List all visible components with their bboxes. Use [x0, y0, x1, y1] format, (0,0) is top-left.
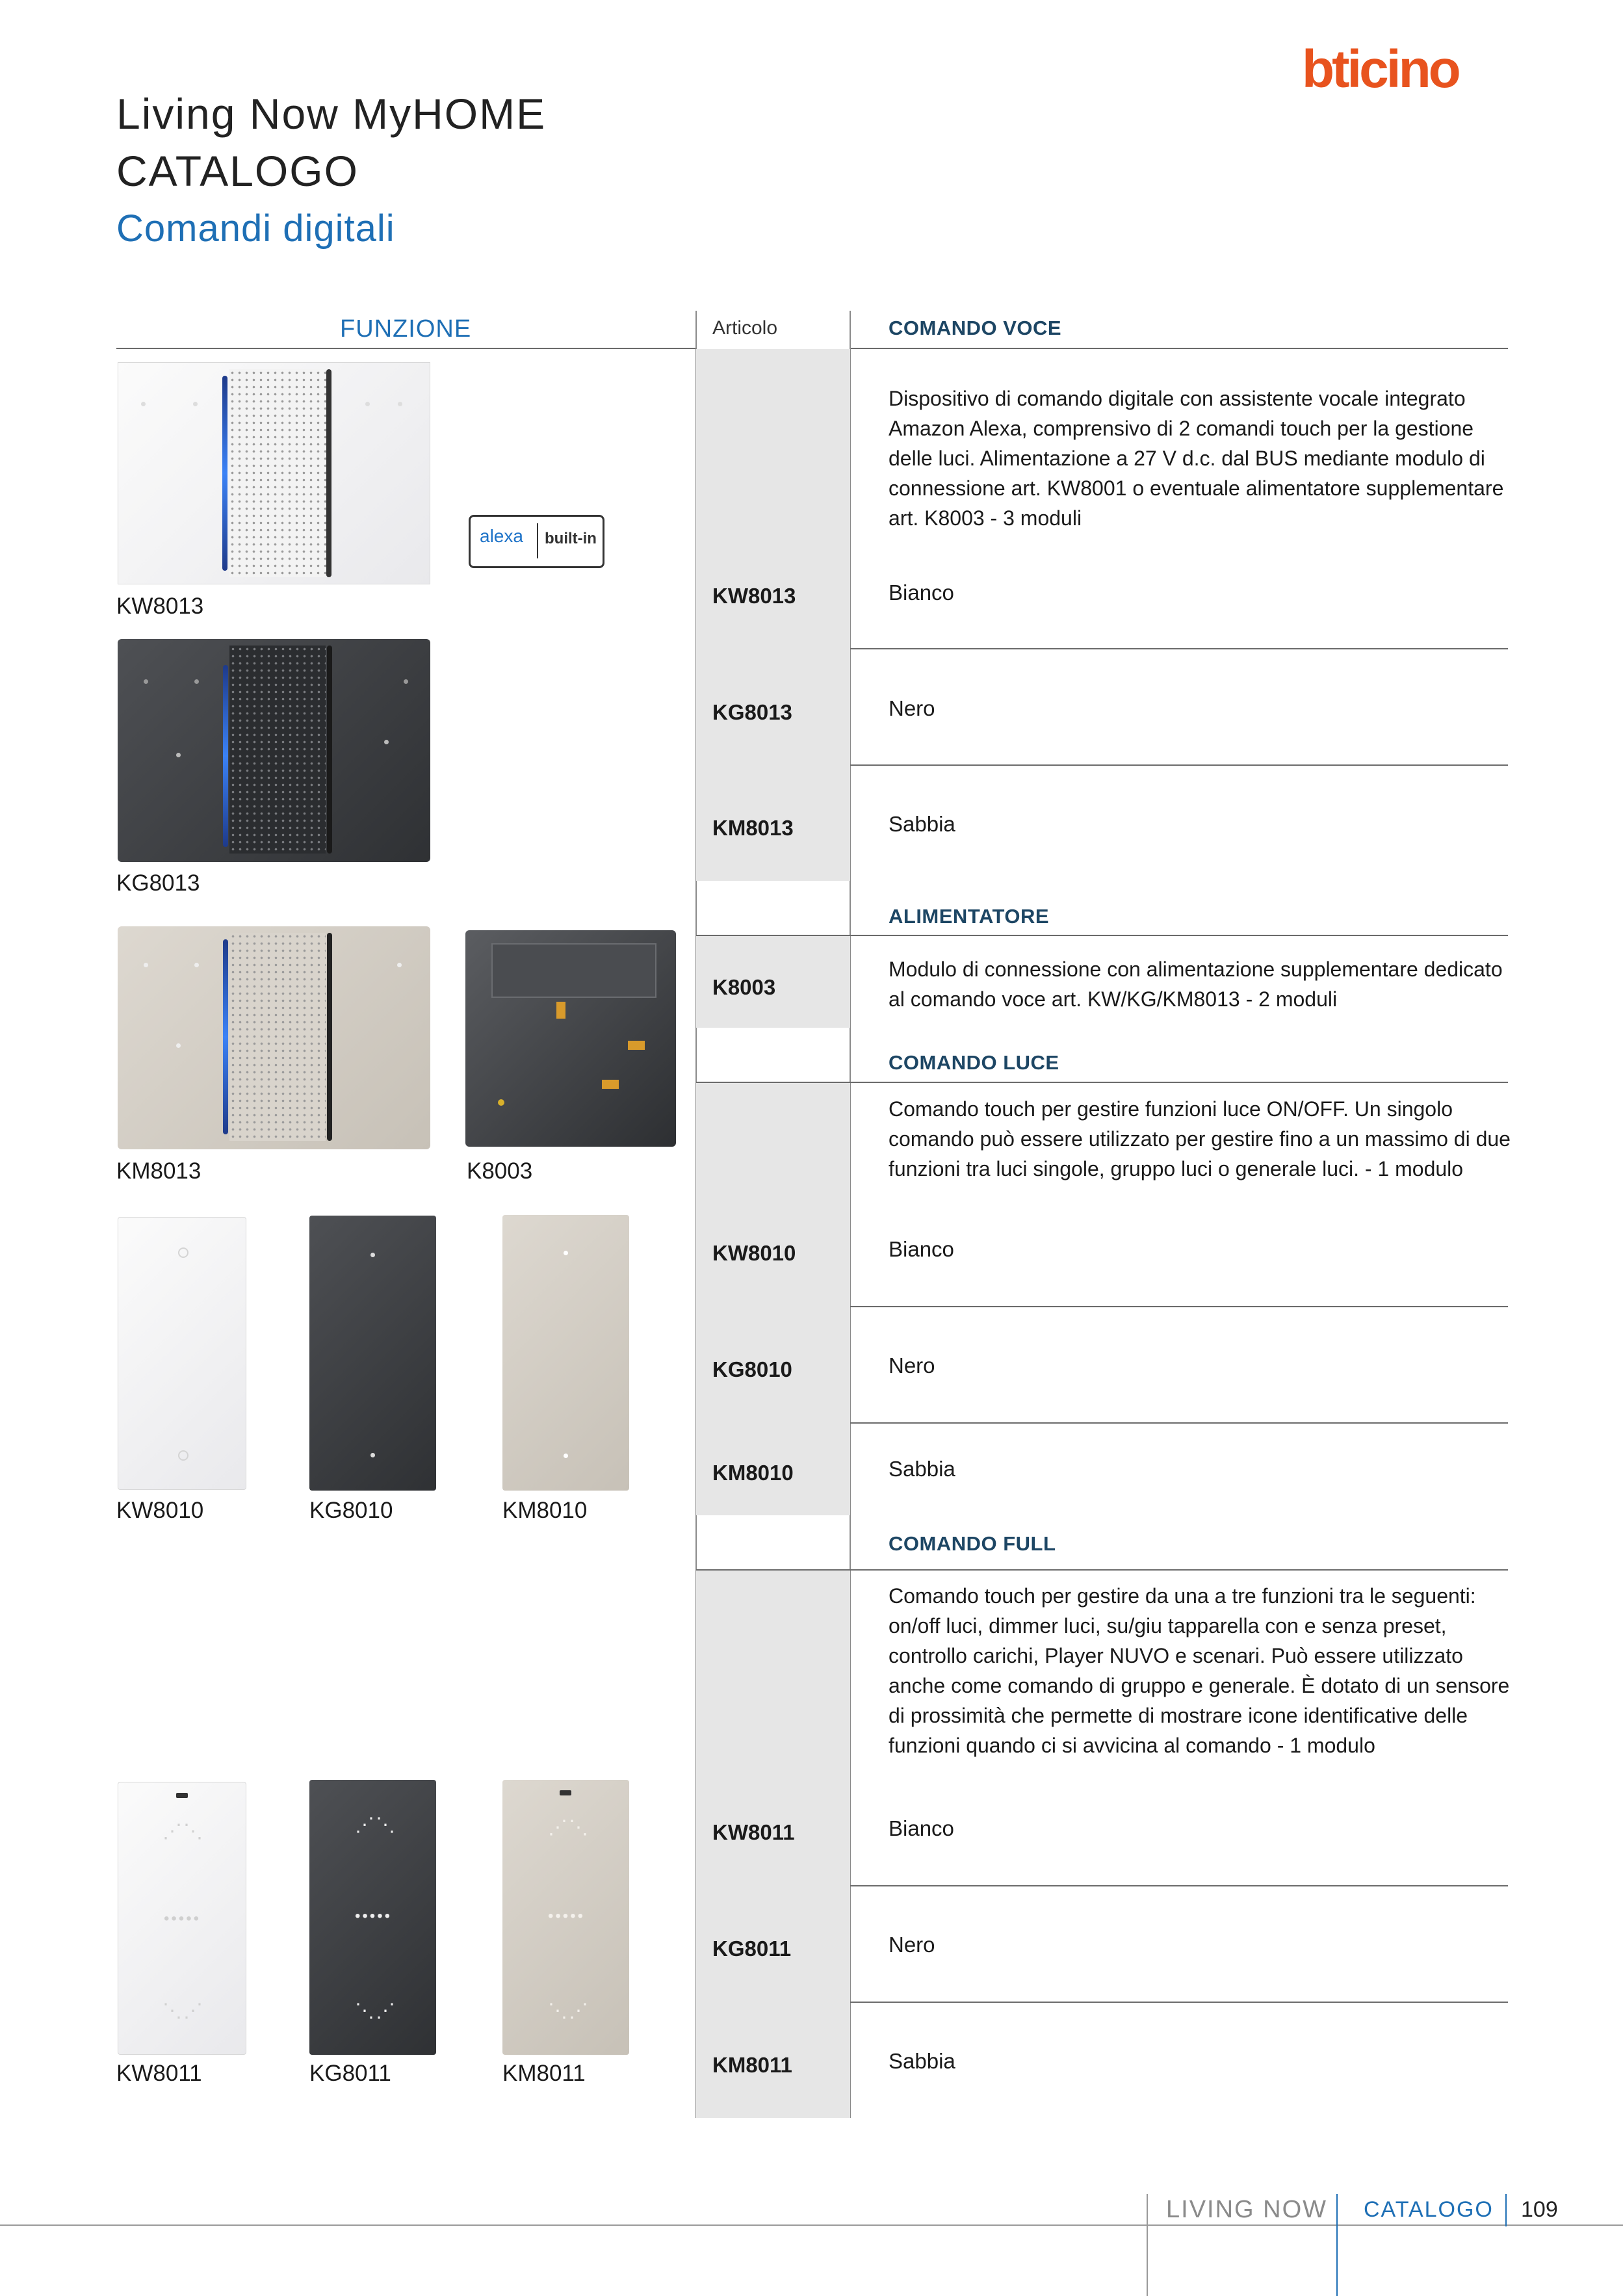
product-image-kw8011: ⋰⋱ ••••• ⋱⋰ — [118, 1782, 246, 2055]
column-header-articolo: Articolo — [712, 317, 778, 339]
article-column-block — [696, 349, 850, 881]
logo-text: bticino — [1302, 46, 1459, 95]
description-voce: Dispositivo di comando digitale con assistente vocale integrato Amazon Alexa, comprensivo di 2 comandi touch per la gestione delle luci. Alimentazione a 27 V d.c. dal BUS mediante modulo di connessione art. KW8001 o eventuale alimentatore supplementare art. K8003 - 3 moduli — [889, 387, 1504, 530]
image-caption: KW8010 — [116, 1498, 204, 1523]
description-luce: Comando touch per gestire funzioni luce ON/OFF. Un singolo comando può essere utilizzato per gestire fino a un massimo di due funzioni tra luci singole, gruppo luci o generale luci. - 1 modulo — [889, 1097, 1511, 1181]
article-color: Sabbia — [889, 1457, 955, 1481]
product-image-km8011: ⋰⋱ ••••• ⋱⋰ — [502, 1780, 629, 2055]
product-image-kw8013 — [118, 362, 430, 584]
article-code: KM8010 — [712, 1461, 794, 1485]
image-caption: KM8013 — [116, 1158, 201, 1184]
image-caption: KG8013 — [116, 870, 200, 896]
row-divider — [850, 1885, 1508, 1886]
footer-rule — [0, 2224, 1623, 2226]
article-column-block — [696, 1083, 850, 1515]
section-heading-alimentatore: ALIMENTATORE — [889, 905, 1050, 928]
column-header-funzione: FUNZIONE — [340, 315, 472, 343]
section-heading-voce: COMANDO VOCE — [889, 317, 1062, 339]
section-divider — [696, 1082, 1508, 1083]
section-divider — [696, 935, 1508, 936]
article-code: KW8013 — [712, 584, 796, 608]
page-title-line2: CATALOGO — [116, 147, 359, 195]
footer-divider — [1147, 2194, 1148, 2296]
product-image-kg8011: ⋰⋱ ••••• ⋱⋰ — [309, 1780, 436, 2055]
header-divider — [116, 348, 696, 349]
article-code: K8003 — [712, 975, 776, 999]
row-divider — [850, 1422, 1508, 1424]
article-color: Nero — [889, 1353, 935, 1377]
page-subtitle: Comandi digitali — [116, 207, 395, 250]
article-color: Nero — [889, 696, 935, 720]
article-code: KW8011 — [712, 1820, 795, 1844]
description-full: Comando touch per gestire da una a tre funzioni tra le seguenti: on/off luci, dimmer luci, su/giu tapparella con e senza preset, controllo carichi, Player NUVO e scenari. Può essere utilizzato anche come comando di gruppo e generale. È dotato di un sensore di prossimità che permette di mostrare icone identificative delle funzioni quando ci si avvicina al comando - 1 modulo — [889, 1584, 1510, 1757]
image-caption: KG8010 — [309, 1498, 393, 1523]
row-divider — [850, 2002, 1508, 2003]
article-color: Sabbia — [889, 812, 955, 836]
section-divider — [850, 348, 1508, 349]
row-divider — [850, 1306, 1508, 1307]
bticino-logo — [1302, 46, 1510, 95]
article-code: KG8010 — [712, 1357, 792, 1381]
image-caption: KW8011 — [116, 2061, 202, 2086]
article-color: Bianco — [889, 1816, 954, 1840]
page-number: 109 — [1521, 2197, 1558, 2222]
article-code: KM8013 — [712, 816, 794, 840]
image-caption: KM8011 — [502, 2061, 586, 2086]
product-image-kg8013 — [118, 639, 430, 862]
article-color: Bianco — [889, 581, 954, 605]
image-caption: K8003 — [467, 1158, 533, 1184]
page-title-line1: Living Now MyHOME — [116, 90, 547, 138]
footer-divider — [1505, 2194, 1507, 2226]
product-image-kw8010 — [118, 1217, 246, 1490]
footer-divider — [1336, 2194, 1338, 2296]
image-caption: KG8011 — [309, 2061, 391, 2086]
image-caption: KW8013 — [116, 594, 204, 619]
alexa-badge-label: built-in — [545, 530, 597, 547]
article-code: KG8013 — [712, 700, 792, 724]
article-code: KM8011 — [712, 2053, 792, 2077]
article-code: KW8010 — [712, 1241, 796, 1265]
alexa-logo: alexa — [480, 526, 523, 546]
row-divider — [850, 648, 1508, 649]
product-image-kg8010 — [309, 1216, 436, 1491]
product-image-km8010 — [502, 1215, 629, 1491]
footer-section-label: LIVING NOW — [1166, 2196, 1328, 2223]
image-caption: KM8010 — [502, 1498, 588, 1523]
section-heading-full: COMANDO FULL — [889, 1532, 1056, 1555]
section-heading-luce: COMANDO LUCE — [889, 1051, 1059, 1074]
footer-catalog-label: CATALOGO — [1364, 2197, 1494, 2222]
article-color: Bianco — [889, 1237, 954, 1261]
product-image-km8013 — [118, 926, 430, 1149]
article-color: Sabbia — [889, 2049, 955, 2073]
section-divider — [696, 1569, 1508, 1571]
description-alimentatore: Modulo di connessione con alimentazione supplementare dedicato al comando voce art. KW/KG/KM8013 - 2 moduli — [889, 958, 1503, 1011]
alexa-built-in-badge — [469, 515, 604, 568]
product-image-k8003 — [465, 930, 676, 1147]
article-color: Nero — [889, 1933, 935, 1957]
article-code: KG8011 — [712, 1937, 792, 1961]
row-divider — [850, 764, 1508, 766]
